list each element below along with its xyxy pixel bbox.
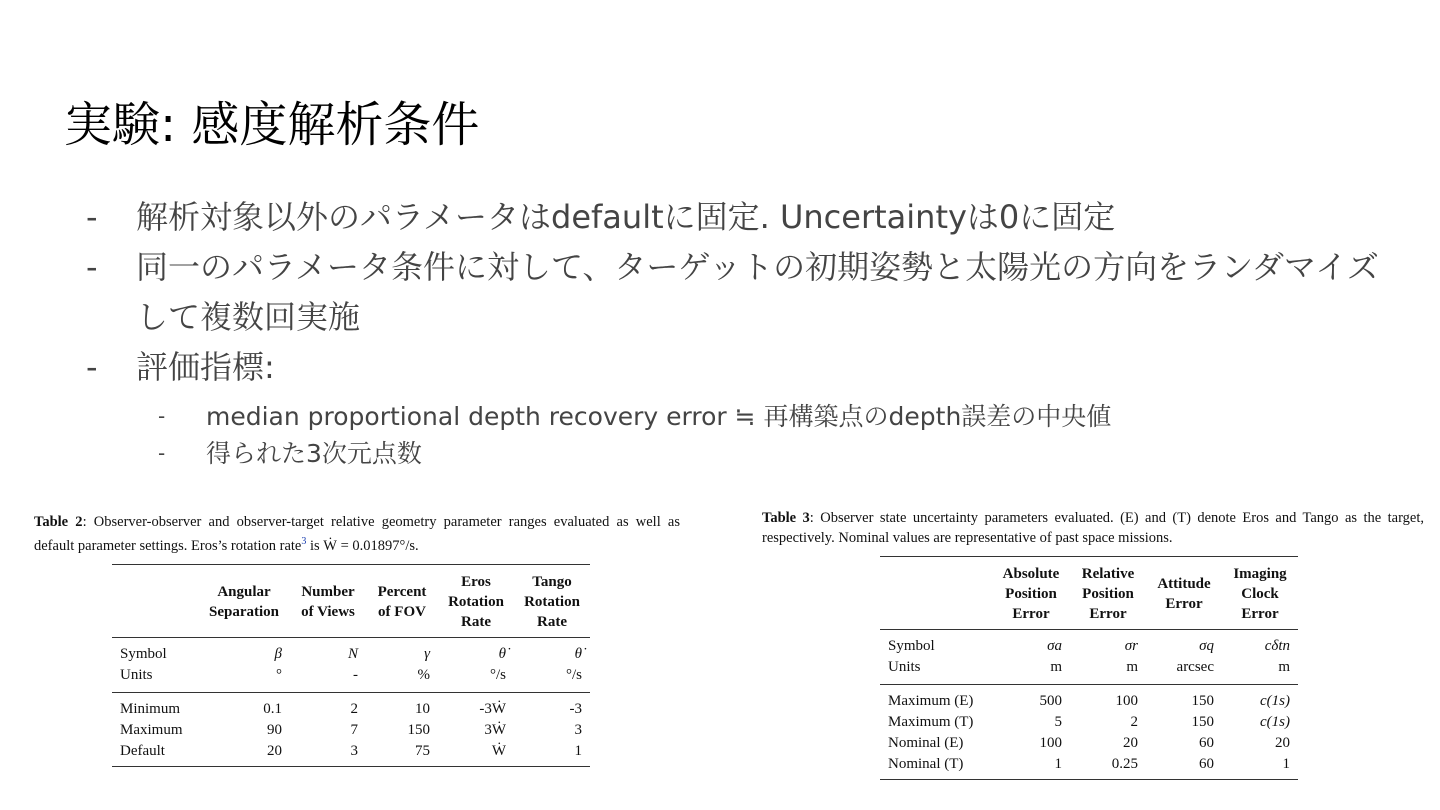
table-cell: σq: [1199, 638, 1214, 654]
table-cell: Ẇ: [438, 741, 514, 767]
table-cell: σa: [1047, 638, 1062, 654]
table-row: [112, 665, 590, 693]
table-cell: 5: [1054, 714, 1062, 730]
sub-bullet-dash: -: [158, 404, 166, 428]
table2-block: [34, 512, 680, 767]
table-cell: N: [347, 645, 358, 662]
table-cell: 10: [415, 700, 430, 717]
table-cell: c(1s): [1260, 714, 1290, 730]
table2: [112, 564, 590, 767]
table-cell: θ̇: [574, 645, 582, 662]
table-cell: 3Ẇ: [484, 721, 506, 738]
table-cell: 60: [1199, 735, 1214, 751]
table-cell: β: [274, 645, 282, 662]
table-cell: Nominal (E): [888, 735, 964, 751]
table3-caption-text: : Observer state uncertainty parameters evaluated. (E) and (T) denote Eros and Tango as the target, respectively. Nominal values are representative of past space missions.: [762, 510, 1424, 546]
table-cell: -3Ẇ: [479, 700, 506, 717]
bullet-dash: -: [86, 198, 98, 236]
table-cell: cδtn: [1264, 638, 1290, 654]
table-row: [112, 692, 590, 720]
table-cell: 3: [290, 741, 366, 767]
table-cell: Symbol: [120, 645, 167, 662]
table-header-cell: [880, 557, 992, 630]
table-cell: σr: [1124, 638, 1138, 654]
table-cell: c(1s): [1260, 693, 1290, 709]
table-cell: 0.1: [263, 700, 282, 717]
table3-caption-label: Table 3: [762, 510, 810, 526]
sub-bullet-text: median proportional depth recovery error ≒ 再構築点のdepth誤差の中央値: [206, 402, 1112, 431]
sub-bullet-dash: -: [158, 441, 166, 465]
table-header-cell: Angular Separation: [198, 564, 290, 637]
table-row: [880, 733, 1298, 754]
table-header-cell: Imaging Clock Error: [1222, 557, 1298, 630]
table-cell: 7: [350, 721, 358, 738]
bullet-text: 同一のパラメータ条件に対して、ターゲットの初期姿勢と太陽光の方向をランダマイズして複数回実施: [136, 248, 1379, 336]
table-cell: 150: [1191, 693, 1214, 709]
sub-bullet-item: [158, 398, 1386, 435]
table-row: [880, 712, 1298, 733]
table-cell: 1: [514, 741, 590, 767]
table-cell: %: [366, 665, 438, 693]
bullet-text: 解析対象以外のパラメータはdefaultに固定. Uncertaintyは0に固定: [136, 198, 1116, 236]
table-cell: Minimum: [120, 700, 181, 717]
bullet-item: [86, 242, 1386, 342]
bullet-dash: -: [86, 348, 98, 386]
table-row: [112, 637, 590, 665]
table3-block: [762, 508, 1424, 780]
table-cell: 150: [407, 721, 430, 738]
table-cell: 1: [992, 754, 1070, 780]
table-header-cell: Percent of FOV: [366, 564, 438, 637]
table-row: [112, 741, 590, 767]
table-cell: -: [290, 665, 366, 693]
table-cell: 100: [1115, 693, 1138, 709]
table-cell: 150: [1191, 714, 1214, 730]
table-cell: m: [1222, 657, 1298, 685]
table2-caption-label: Table 2: [34, 514, 83, 530]
table-header-row: [112, 564, 590, 637]
bullet-item: [86, 192, 1386, 242]
table2-caption-footnote[interactable]: 3: [301, 536, 307, 547]
table-cell: Maximum (E): [888, 693, 974, 709]
bullet-item: [86, 342, 1386, 392]
table-cell: 20: [1123, 735, 1138, 751]
table-header-row: [880, 557, 1298, 630]
table-header-cell: Number of Views: [290, 564, 366, 637]
table-header-cell: Relative Position Error: [1070, 557, 1146, 630]
table-row: [112, 720, 590, 741]
sub-bullet-item: [158, 435, 1386, 472]
table-cell: 1: [1222, 754, 1298, 780]
table-cell: 75: [366, 741, 438, 767]
table-row: [880, 657, 1298, 685]
table-cell: γ: [424, 645, 430, 662]
table-cell: Maximum (T): [888, 714, 974, 730]
bullet-dash: -: [86, 248, 98, 286]
table-row: [880, 630, 1298, 658]
table-header-cell: Eros Rotation Rate: [438, 564, 514, 637]
table-cell: 2: [350, 700, 358, 717]
table2-caption: [34, 512, 680, 556]
table2-caption-text: : Observer-observer and observer-target relative geometry parameter ranges evaluated as well as default parameter settings. Eros’s rotation rate: [34, 514, 680, 554]
table-cell: 60: [1146, 754, 1222, 780]
table-cell: Maximum: [120, 721, 183, 738]
table-cell: Units: [880, 657, 992, 685]
table-cell: 3: [574, 721, 582, 738]
table3: [880, 556, 1298, 780]
table2-caption-tail: is Ẇ = 0.01897°/s.: [306, 537, 419, 554]
table-cell: 500: [1039, 693, 1062, 709]
table-header-cell: Attitude Error: [1146, 557, 1222, 630]
table-cell: 100: [1039, 735, 1062, 751]
bullet-list: [86, 192, 1386, 472]
table-cell: m: [1070, 657, 1146, 685]
table-cell: 0.25: [1070, 754, 1146, 780]
table-cell: Nominal (T): [880, 754, 992, 780]
table-header-cell: [112, 564, 198, 637]
table-cell: θ̇: [498, 645, 506, 662]
table-cell: arcsec: [1146, 657, 1222, 685]
table-header-cell: Absolute Position Error: [992, 557, 1070, 630]
table-row: [880, 754, 1298, 780]
table-cell: °: [198, 665, 290, 693]
table-cell: 20: [198, 741, 290, 767]
slide-title: 実験: 感度解析条件: [64, 97, 480, 153]
table-cell: 2: [1130, 714, 1138, 730]
table-cell: -3: [569, 700, 582, 717]
table-row: [880, 685, 1298, 713]
table-header-cell: Tango Rotation Rate: [514, 564, 590, 637]
table-cell: °/s: [514, 665, 590, 693]
table-cell: Symbol: [888, 638, 935, 654]
sub-bullet-text: 得られた3次元点数: [206, 439, 422, 468]
table-cell: 20: [1275, 735, 1290, 751]
bullet-text: 評価指標:: [136, 348, 275, 386]
table-cell: Default: [112, 741, 198, 767]
table-cell: °/s: [438, 665, 514, 693]
table3-caption: [762, 508, 1424, 548]
table-cell: 90: [267, 721, 282, 738]
table-cell: Units: [112, 665, 198, 693]
table-cell: m: [992, 657, 1070, 685]
